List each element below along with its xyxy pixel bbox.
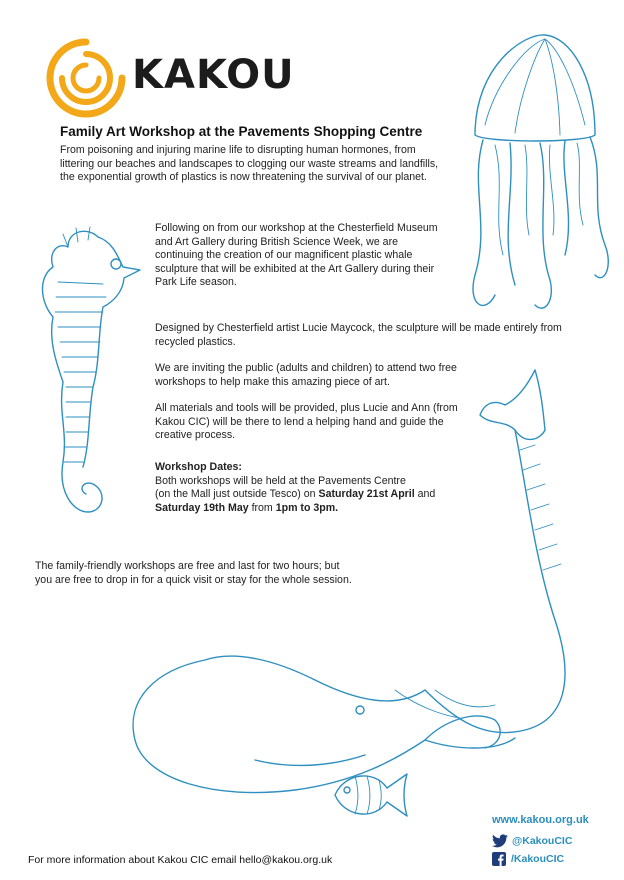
dates-line-1: Both workshops will be held at the Pavements Centre [155, 474, 406, 487]
museum-paragraph: Following on from our workshop at the Chesterfield Museum and Art Gallery during British Science Week, we are continuing the creation of our magnificent plastic whale sculpture that will be exhibited at the Art Gallery during their Park Life season. [155, 222, 438, 289]
logo-wordmark: KAKOU [132, 52, 295, 98]
fish-illustration [325, 760, 415, 830]
footer-contact: For more information about Kakou CIC email hello@kakou.org.uk [28, 854, 333, 866]
facebook-icon [492, 852, 506, 866]
page-title: Family Art Workshop at the Pavements Shopping Centre [60, 124, 423, 139]
kakou-logo-mark [46, 38, 126, 118]
dates-line-2: (on the Mall just outside Tesco) on Saturday 21st April and [155, 488, 436, 501]
facebook-handle: /KakouCIC [511, 853, 565, 865]
family-note: The family-friendly workshops are free and last for two hours; but you are free to drop in for a quick visit or stay for the whole session. [35, 560, 352, 586]
twitter-row[interactable] [492, 834, 572, 848]
dates-line-3: Saturday 19th May from 1pm to 3pm. [155, 501, 339, 514]
whale-illustration [95, 360, 595, 820]
time: 1pm to 3pm. [275, 501, 339, 514]
invite-paragraph: We are inviting the public (adults and children) to attend two free workshops to help make this amazing piece of art. [155, 362, 457, 388]
date-2: Saturday 19th May [155, 501, 249, 514]
materials-paragraph: All materials and tools will be provided, plus Lucie and Ann (from Kakou CIC) will be there to lend a helping hand and guide the creative process. [155, 402, 458, 442]
jellyfish-illustration [455, 25, 615, 325]
dates-heading: Workshop Dates: [155, 461, 242, 473]
facebook-row[interactable] [492, 852, 564, 866]
date-1: Saturday 21st April [318, 488, 415, 501]
twitter-handle: @KakouCIC [512, 835, 573, 847]
website-link[interactable]: www.kakou.org.uk [492, 814, 589, 826]
artist-paragraph: Designed by Chesterfield artist Lucie Maycock, the sculpture will be made entirely from recycled plastics. [155, 322, 562, 348]
intro-paragraph: From poisoning and injuring marine life to disrupting human hormones, from littering our beaches and landscapes to clogging our waste streams and landfills, the exponential growth of plastics is now threatening the survival of our planet. [60, 144, 439, 184]
twitter-icon [492, 834, 508, 848]
